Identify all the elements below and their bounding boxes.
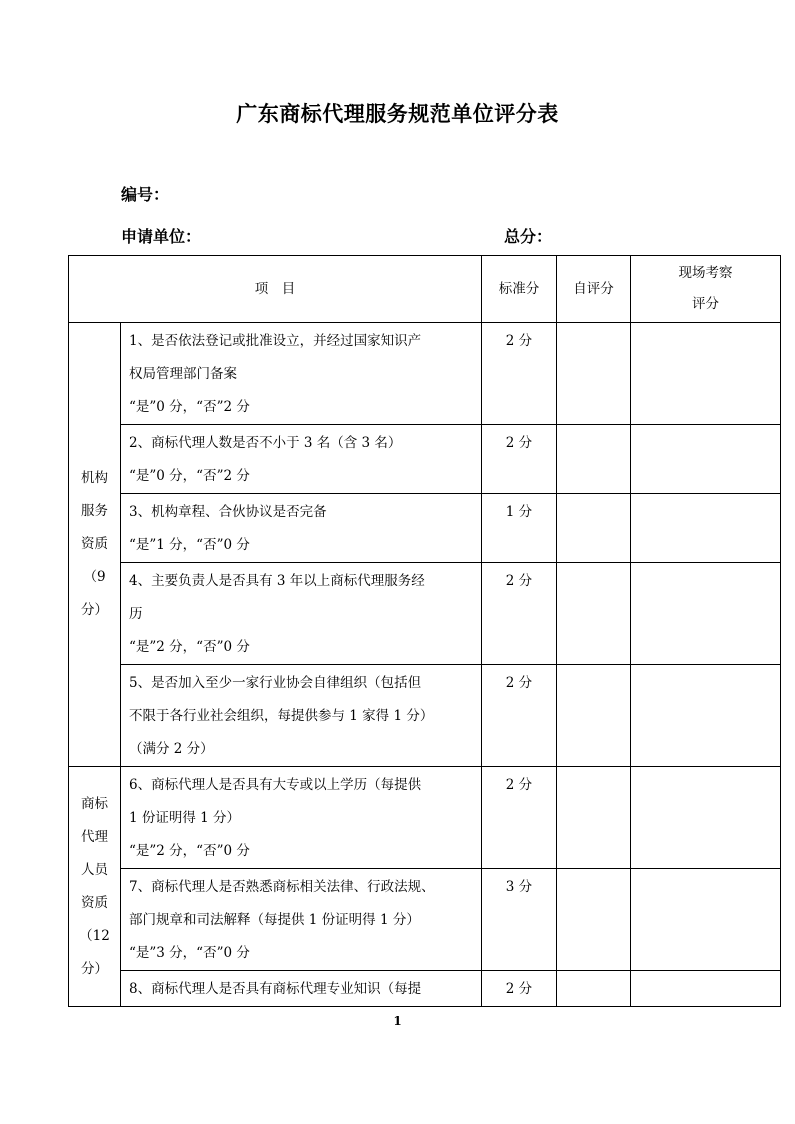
- applicant-label: 申请单位：: [121, 227, 202, 246]
- standard-score: 3 分: [482, 869, 557, 971]
- standard-score: 2 分: [482, 323, 557, 425]
- category-line: 机构: [81, 470, 108, 486]
- standard-score: 2 分: [482, 767, 557, 869]
- item-line: 5、是否加入至少一家行业协会自律组织（包括但: [129, 675, 422, 691]
- self-score-cell[interactable]: [557, 665, 631, 767]
- category-line: 代理: [81, 828, 108, 845]
- item-line: “是”2 分，“否”0 分: [129, 639, 250, 655]
- number-label: 编号：: [121, 185, 170, 204]
- category-line: 资质: [81, 894, 108, 911]
- item-line: 1 份证明得 1 分）: [129, 810, 241, 826]
- table-row: [69, 425, 781, 494]
- self-score-cell[interactable]: [557, 971, 631, 1007]
- item-line: 历: [129, 606, 143, 622]
- table-row: [69, 971, 781, 1007]
- item-line: 1、是否依法登记或批准设立，并经过国家知识产: [129, 333, 422, 349]
- onsite-score-cell[interactable]: [631, 323, 781, 425]
- item-5: [121, 665, 482, 767]
- category-line: 人员: [81, 861, 108, 878]
- item-line: “是”2 分，“否”0 分: [129, 843, 250, 859]
- self-score-cell[interactable]: [557, 323, 631, 425]
- self-score-cell[interactable]: [557, 767, 631, 869]
- onsite-score-cell[interactable]: [631, 494, 781, 563]
- table-row: [69, 494, 781, 563]
- total-score-label: 总分：: [504, 227, 553, 246]
- self-score-cell[interactable]: [557, 425, 631, 494]
- self-score-cell[interactable]: [557, 563, 631, 665]
- onsite-score-cell[interactable]: [631, 425, 781, 494]
- item-1: [121, 323, 482, 425]
- page-title: 广东商标代理服务规范单位评分表: [236, 102, 559, 126]
- standard-score: 1 分: [482, 494, 557, 563]
- category-institution: [69, 323, 121, 767]
- item-line: “是”0 分，“否”2 分: [129, 468, 250, 484]
- onsite-score-cell[interactable]: [631, 971, 781, 1007]
- category-line: （9: [83, 569, 106, 585]
- score-table: [68, 255, 781, 1007]
- self-score-cell[interactable]: [557, 494, 631, 563]
- standard-score: 2 分: [482, 971, 557, 1007]
- item-line: 4、主要负责人是否具有 3 年以上商标代理服务经: [129, 573, 425, 589]
- standard-score: 2 分: [482, 563, 557, 665]
- item-line: 2、商标代理人数是否不小于 3 名（含 3 名）: [129, 435, 402, 451]
- item-line: 3、机构章程、合伙协议是否完备: [129, 504, 327, 520]
- onsite-score-cell[interactable]: [631, 869, 781, 971]
- item-line: 7、商标代理人是否熟悉商标相关法律、行政法规、: [129, 879, 435, 895]
- standard-score: 2 分: [482, 665, 557, 767]
- item-2: [121, 425, 482, 494]
- onsite-score-cell[interactable]: [631, 665, 781, 767]
- table-row: [69, 869, 781, 971]
- item-line: 6、商标代理人是否具有大专或以上学历（每提供: [129, 777, 422, 793]
- header-row: [69, 256, 781, 323]
- category-line: （12: [79, 927, 110, 944]
- category-line: 资质: [81, 536, 108, 552]
- page-number: 1: [393, 1014, 402, 1028]
- item-line: 部门规章和司法解释（每提供 1 份证明得 1 分）: [129, 912, 420, 928]
- category-agent-staff: [69, 767, 121, 1007]
- header-standard-score: 标准分: [482, 256, 557, 323]
- header-onsite-line2: 评分: [692, 296, 719, 312]
- item-7: [121, 869, 482, 971]
- header-item: 项 目: [69, 256, 482, 323]
- item-line: （满分 2 分）: [129, 741, 214, 757]
- item-6: [121, 767, 482, 869]
- header-onsite-line1: 现场考察: [678, 265, 733, 281]
- item-line: 8、商标代理人是否具有商标代理专业知识（每提: [129, 981, 422, 997]
- table-row: [69, 563, 781, 665]
- standard-score: 2 分: [482, 425, 557, 494]
- item-line: “是”0 分，“否”2 分: [129, 399, 250, 415]
- table-row: [69, 767, 781, 869]
- category-line: 服务: [81, 503, 108, 519]
- header-onsite-score: [631, 256, 781, 323]
- category-line: 分）: [81, 602, 108, 618]
- category-line: 商标: [81, 795, 108, 812]
- self-score-cell[interactable]: [557, 869, 631, 971]
- table-row: [69, 323, 781, 425]
- item-3: [121, 494, 482, 563]
- onsite-score-cell[interactable]: [631, 767, 781, 869]
- onsite-score-cell[interactable]: [631, 563, 781, 665]
- table-row: [69, 665, 781, 767]
- item-line: 不限于各行业社会组织，每提供参与 1 家得 1 分）: [129, 708, 434, 724]
- category-line: 分）: [81, 960, 108, 977]
- item-4: [121, 563, 482, 665]
- item-line: 权局管理部门备案: [129, 366, 237, 382]
- header-self-score: 自评分: [557, 256, 631, 323]
- item-line: “是”1 分，“否”0 分: [129, 537, 250, 553]
- item-line: “是”3 分，“否”0 分: [129, 945, 250, 961]
- item-8: [121, 971, 482, 1007]
